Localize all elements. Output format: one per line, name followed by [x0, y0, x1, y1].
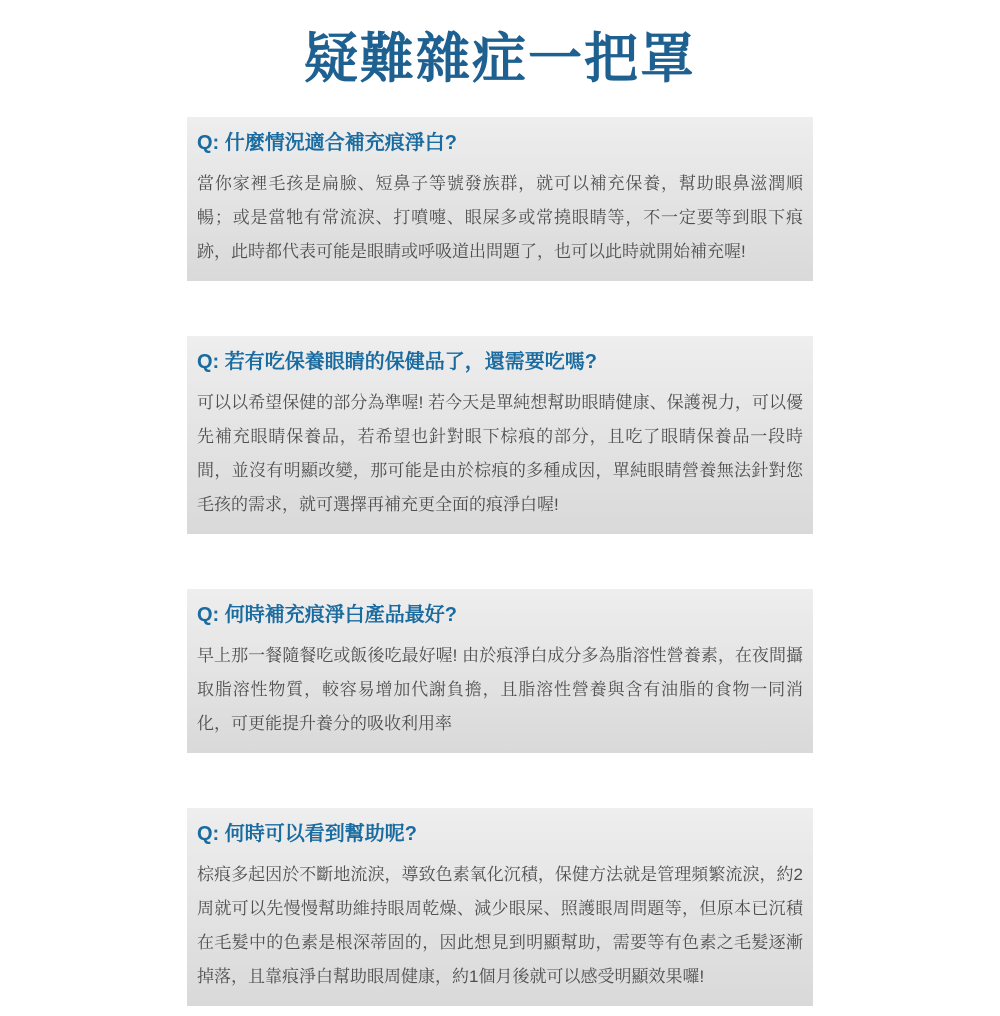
faq-list [187, 117, 813, 1006]
faq-answer-3: 早上那一餐隨餐吃或飯後吃最好喔! 由於痕淨白成分多為脂溶性營養素，在夜間攝取脂溶性物質，較容易增加代謝負擔，且脂溶性營養與含有油脂的食物一同消化，可更能提升養分的吸收利用率 [197, 646, 803, 733]
faq-card-1 [187, 117, 813, 281]
faq-card-3 [187, 589, 813, 753]
faq-question-3: Q: 何時補充痕淨白產品最好? [197, 604, 457, 626]
faq-question-4: Q: 何時可以看到幫助呢? [197, 823, 417, 845]
faq-question-2: Q: 若有吃保養眼睛的保健品了，還需要吃嗎? [197, 351, 597, 373]
faq-answer-2: 可以以希望保健的部分為準喔! 若今天是單純想幫助眼睛健康、保護視力，可以優先補充眼睛保養品，若希望也針對眼下棕痕的部分，且吃了眼睛保養品一段時間，並沒有明顯改變，那可能是由於棕痕的多種成因，單純眼睛營養無法針對您毛孩的需求，就可選擇再補充更全面的痕淨白喔! [197, 393, 803, 514]
faq-card-4 [187, 808, 813, 1006]
faq-answer-1: 當你家裡毛孩是扁臉、短鼻子等號發族群，就可以補充保養，幫助眼鼻滋潤順暢；或是當牠有常流淚、打噴嚏、眼屎多或常撓眼睛等，不一定要等到眼下痕跡，此時都代表可能是眼睛或呼吸道出問題了，也可以此時就開始補充喔! [197, 174, 803, 261]
page-title: 疑難雜症一把罩 [304, 29, 696, 89]
faq-card-2 [187, 336, 813, 534]
faq-question-1: Q: 什麼情況適合補充痕淨白? [197, 132, 457, 154]
faq-answer-4: 棕痕多起因於不斷地流淚，導致色素氧化沉積，保健方法就是管理頻繁流淚，約2周就可以先慢慢幫助維持眼周乾燥、減少眼屎、照護眼周問題等，但原本已沉積在毛髮中的色素是根深蒂固的，因此想見到明顯幫助，需要等有色素之毛髮逐漸掉落，且靠痕淨白幫助眼周健康，約1個月後就可以感受明顯效果囉! [197, 865, 803, 986]
